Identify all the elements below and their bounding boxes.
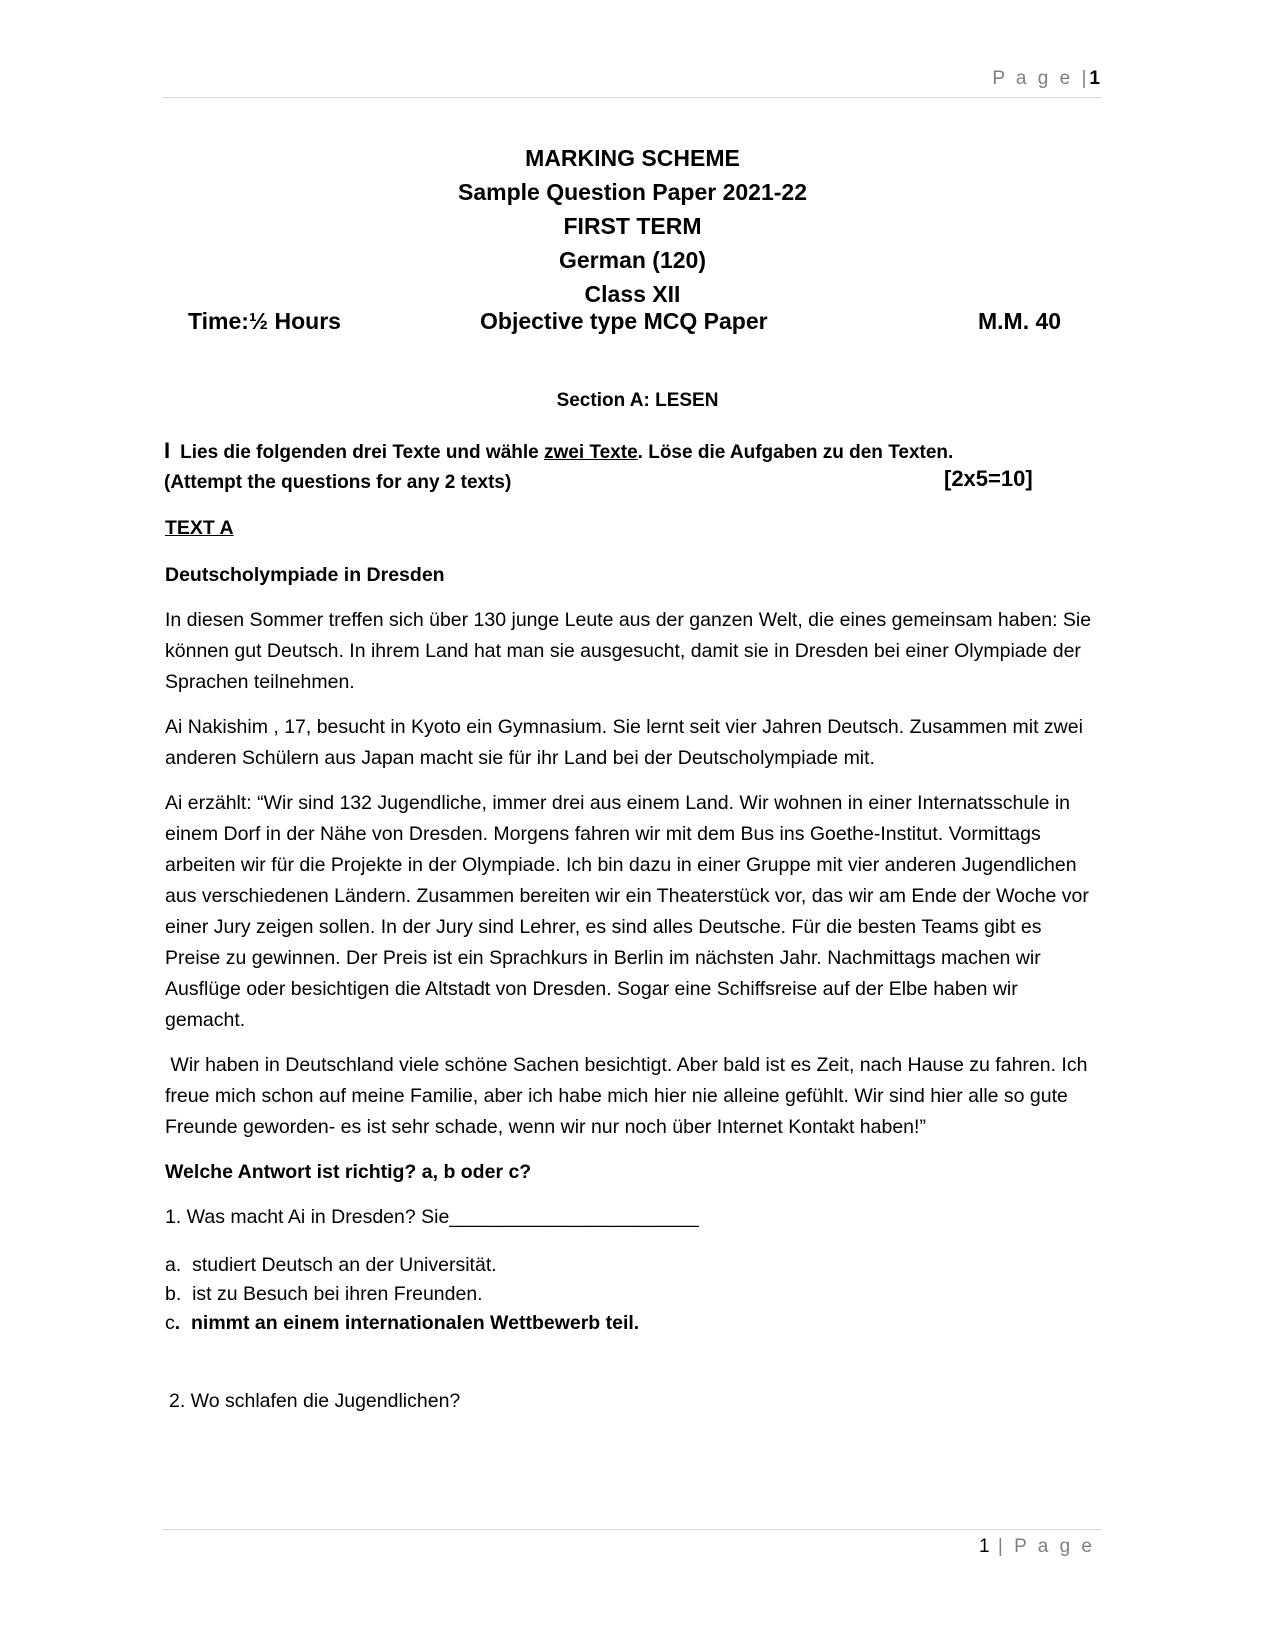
header-page-word: P a g e [992, 68, 1074, 89]
header-page-number [992, 68, 1100, 90]
title-line-4: German (120) [558, 247, 706, 273]
questions-heading: Welche Antwort ist richtig? a, b oder c? [165, 1161, 532, 1183]
section-title: Section A: LESEN [556, 390, 719, 411]
text-a-paragraph-3: Ai erzählt: “Wir sind 132 Jugendliche, immer drei aus einem Land. Wir wohnen in einer Internatsschule in einem Dorf in der Nähe von Dresden. Morgens fahren wir mit dem Bus ins Goethe-Institut. Vormittags arbeiten wir für die Projekte in der Olympiade. Ich bin dazu in einer Gruppe mit vier anderen Jugendlichen aus verschiedenen Ländern. Zusammen bereiten wir ein Theaterstück vor, das wir am Ende der Woche vor einer Jury zeigen sollen. In der Jury sind Lehrer, es sind alles Deutsche. Für die besten Teams gibt es Preise zu gewinnen. Der Preis ist ein Sprachkurs in Berlin im nächsten Jahr. Nachmittags machen wir Ausflüge oder besichtigen die Altstadt von Dresden. Sogar eine Schiffsreise auf der Elbe haben wir gemacht. [165, 792, 1089, 1031]
question-1-option-c [165, 1309, 1095, 1338]
question-1-option-b: b. ist zu Besuch bei ihren Freunden. [165, 1283, 483, 1305]
footer-divider [162, 1529, 1102, 1530]
exam-time: Time:½ Hours [188, 308, 341, 334]
text-a-paragraph-1: In diesen Sommer treffen sich über 130 junge Leute aus der ganzen Welt, die eines gemeinsam haben: Sie können gut Deutsch. In ihrem Land hat man sie ausgesucht, damit sie in Dresden bei einer Olympiade der Sprachen teilnehmen. [165, 609, 1092, 693]
header-divider [162, 97, 1102, 98]
footer-page-word: P a g e [1014, 1536, 1095, 1557]
instruction-roman-numeral: I [164, 438, 171, 463]
title-line-2: Sample Question Paper 2021-22 [458, 179, 807, 205]
question-1-options [165, 1251, 1095, 1338]
text-a-heading: Deutscholympiade in Dresden [165, 564, 445, 586]
footer-page-num: 1 [979, 1536, 990, 1557]
question-1-option-c-text: . nimmt an einem internationalen Wettbewerb teil. [174, 1312, 640, 1334]
header-separator: | [1081, 68, 1090, 89]
exam-paper-type: Objective type MCQ Paper [480, 308, 768, 334]
title-block [0, 141, 1275, 311]
text-a-paragraph-2: Ai Nakishim , 17, besucht in Kyoto ein Gymnasium. Sie lernt seit vier Jahren Deutsch. Zusammen mit zwei anderen Schülern aus Japan macht sie für ihr Land bei der Deutscholympiade mit. [165, 716, 1083, 769]
instruction-marks: [2x5=10] [944, 466, 1033, 491]
exam-max-marks: M.M. 40 [978, 308, 1062, 334]
title-line-1: MARKING SCHEME [525, 145, 740, 171]
header-page-num: 1 [1089, 68, 1100, 89]
question-2: 2. Wo schlafen die Jugendlichen? [169, 1390, 461, 1412]
instruction-underlined: zwei Texte [544, 442, 638, 463]
title-line-3: FIRST TERM [563, 213, 702, 239]
instruction-text-after: . Löse die Aufgaben zu den Texten. [637, 442, 954, 463]
question-1-option-a: a. studiert Deutsch an der Universität. [165, 1254, 497, 1276]
footer-page-number [979, 1536, 1095, 1558]
exam-meta-row [0, 308, 1275, 342]
main-content [165, 513, 1095, 1417]
question-1-option-c-letter: c [165, 1312, 175, 1334]
title-line-5: Class XII [584, 281, 681, 307]
instruction-line-2: (Attempt the questions for any 2 texts) [164, 472, 512, 493]
text-a-label: TEXT A [165, 517, 234, 539]
instruction-text-before: Lies die folgenden drei Texte und wähle [180, 442, 545, 463]
question-1: 1. Was macht Ai in Dresden? Sie_______________________ [165, 1206, 699, 1228]
text-a-paragraph-4: Wir haben in Deutschland viele schöne Sachen besichtigt. Aber bald ist es Zeit, nach Hause zu fahren. Ich freue mich schon auf meine Familie, aber ich habe mich hier nie alleine gefühlt. Wir sind hier alle so gute Freunde geworden- es ist sehr schade, wenn wir nur noch über Internet Kontakt haben!” [165, 1054, 1093, 1138]
footer-separator: | [989, 1536, 1015, 1557]
instruction-block [164, 436, 1084, 498]
